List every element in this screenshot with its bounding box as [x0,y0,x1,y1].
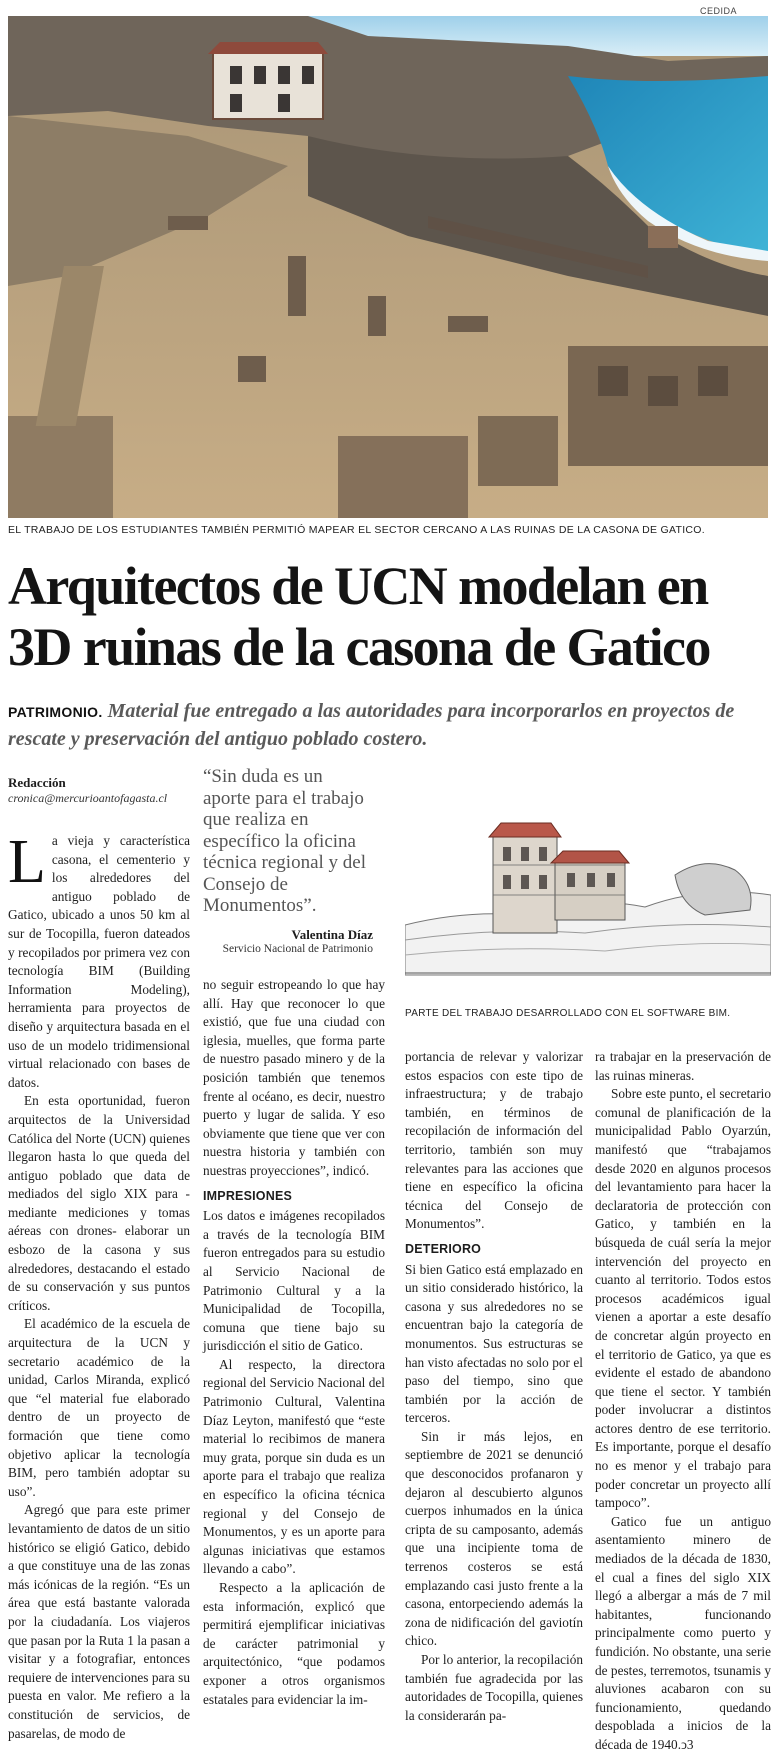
drop-cap: L [8,828,46,896]
gatico-ruins-photo [8,16,768,518]
byline-name: Redacción [8,775,66,790]
paragraph: Sobre este punto, el secretario comunal de planificación de la municipalidad Pablo Oyarzún, manifestó que “trabajamos desde 2020 en algunos procesos del levantamiento para hacer la declaratoria de protección con Gatico, y también en la búsqueda de cuál sería la mejor intervención del proyecto en cuanto al territorio. Todos estos procesos académicos igual vienen a aportar a este desafío de concretar algún proyecto en el territorio de Gatico, ya que es evidente el estado de abandono que tiene el sector. Y también poder involucrar a distintos actores dentro de ese territorio. Es importante, porque el desafío no es menor y el trabajo para poder concretar un proyecto allí tampoco”. [595,1086,771,1511]
paragraph: Por lo anterior, la recopilación también fue agradecida por las autoridades de Tocopilla, quienes la considerarán pa- [405,1652,583,1723]
paragraph: ra trabajar en la preservación de las ruinas mineras. [595,1049,771,1083]
paragraph: Al respecto, la directora regional del Servicio Nacional del Patrimonio Cultural, Valentina Díaz Leyton, manifestó que “este material lo recibimos de manera muy grata, porque sin duda es un aporte para el trabajo que realiza en específico la oficina técnica regional y del Consejo de Monumentos, y es un aporte para algunas iniciativas que estamos llevando a cabo”. [203,1356,385,1577]
paragraph: portancia de relevar y valorizar estos espacios con este tipo de infraestructura; y de trabajo también, en términos de recopilación de información del territorio, también son muy relevantes para las acciones que tiene en específico la oficina técnica del Consejo de Monumentos”. [405,1049,583,1232]
bim-casona-model [489,823,629,933]
paragraph: El académico de la escuela de arquitectura de la UCN y secretario académico de la unidad, Carlos Miranda, explicó que “el material fue elaborado dentro de un proyecto de formación que tiene como objetivo aplicar la tecnología BIM, pero también adoptar su uso”. [8,1316,190,1499]
drawing-caption: PARTE DEL TRABAJO DESARROLLADO CON EL SOFTWARE BIM. [405,1008,731,1019]
subheading-deterioro: DETERIORO [405,1241,482,1256]
section-kicker: PATRIMONIO. [8,704,103,720]
subheading-impresiones: IMPRESIONES [203,1188,293,1203]
article-column-1 [8,828,190,1743]
paragraph: Si bien Gatico está emplazado en un sitio considerado histórico, la casona y sus alrededores no se encuentran bajo la categoría de monumentos. Sus estructuras se han visto afectadas no solo por el paso del tiempo, sino que también por la acción de terceros. [405,1261,583,1426]
paragraph: Respecto a la aplicación de esta información, explicó que permitirá ejemplificar iniciativas de carácter patrimonial y arquitectónico, “que podamos exponer a otros organismos estatales para evidenciar la im- [203,1580,385,1707]
pull-quote-org: Servicio Nacional de Patrimonio [222,942,373,955]
lead [8,698,770,753]
pull-quote-text: “Sin duda es un aporte para el trabajo que realiza en específico la oficina técnica regional y del Consejo de Monumentos”. [203,766,367,916]
paragraph: Gatico fue un antiguo asentamiento minero de mediados de la década de 1830, el cual a fines del siglo XIX llegó a albergar a más de 7 mil habitantes, funcionando principalmente como puerto y fundición. No obstante, una serie de pestes, terremotos, tsunamis y aluviones acabaron con su funcionamiento, quedando despoblada a inicios de la década de 1940.ↄ3 [595,1513,771,1752]
deck: Material fue entregado a las autoridades para incorporarlos en proyectos de rescate y preservación del antiguo poblado costero. [8,700,735,750]
bim-drawing [405,815,771,985]
byline-email: cronica@mercurioantofagasta.cl [8,791,168,805]
paragraph: En esta oportunidad, fueron arquitectos de la Universidad Católica del Norte (UCN) quienes llegaron hasta lo que queda del antiguo poblado que data de mediados del siglo XIX para -mediante mediciones y tomas aéreas con drones- elaborar un esbozo de la casona y sus alrededores, destacando el estado de su conservación y sus puntos críticos. [8,1093,190,1313]
paragraph: Sin ir más lejos, en septiembre de 2021 se denunció que desconocidos profanaron y dejaron al descubierto algunos cuerpos inhumados en la única cripta de su camposanto, además que una incipiente toma de terrenos costeros se está emplazando casi justo frente a la casona, entorpeciendo además la zona de nidificación del gaviotín chico. [405,1428,583,1649]
article-column-2 [203,976,385,1709]
paragraph: no seguir estropeando lo que hay allí. Hay que reconocer lo que existió, que fue una ciudad con iglesia, muelles, que forma parte de nuestro pasado minero y de la posición también que tenemos frente al océano, es decir, nuestro puerto y lugar de salida. Y eso obviamente que tiene que ver con nuestra historia y también con nuestras proyecciones”, indicó. [203,977,385,1178]
pull-quote [203,766,373,955]
headline: Arquitectos de UCN modelan en 3D ruinas de la casona de Gatico [8,556,710,677]
byline [8,775,196,806]
photo-caption: EL TRABAJO DE LOS ESTUDIANTES TAMBIÉN PERMITIÓ MAPEAR EL SECTOR CERCANO A LAS RUINAS DE LA CASONA DE GATICO. [8,524,705,536]
article-column-4 [595,1048,771,1755]
paragraph: La vieja y característica casona, el cementerio y los alrededores del antiguo poblado de Gatico, ubicado a unos 50 km al sur de Tocopilla, fueron dateados y recopilados por primera vez con tecnología BIM (Building Information Modeling), herramienta para proyectos de diseño y arquitectura basada en el uso de un modelo tridimensional virtual relacionado con bases de datos. [8,828,190,1090]
end-mark: ↄ3 [681,1736,694,1752]
bim-drawing-illustration [405,815,771,985]
pull-quote-author: Valentina Díaz [291,926,373,942]
photo-credit: CEDIDA [700,6,738,16]
paragraph: Agregó que para este primer levantamiento de datos de un sitio histórico se eligió Gatico, debido a que constituye una de las zonas más icónicas de la región. “Es un área que está bastante valorada por la ciudadanía. Los viajeros que pasan por la Ruta 1 la pasan a visitar y a fotografiar, entonces requiere de intervenciones para su puesta en valor. Me refiero a la constitución de servicios, de pasarelas, de modo de [8,1502,190,1741]
paragraph: Los datos e imágenes recopilados a través de la tecnología BIM fueron entregados para su estudio al Servicio Nacional de Patrimonio Cultural y a la Municipalidad de Tocopilla, comuna que tiene bajo su jurisdicción el sitio de Gatico. [203,1208,385,1354]
article-column-3 [405,1048,583,1725]
ruins-photo-illustration [8,16,768,518]
